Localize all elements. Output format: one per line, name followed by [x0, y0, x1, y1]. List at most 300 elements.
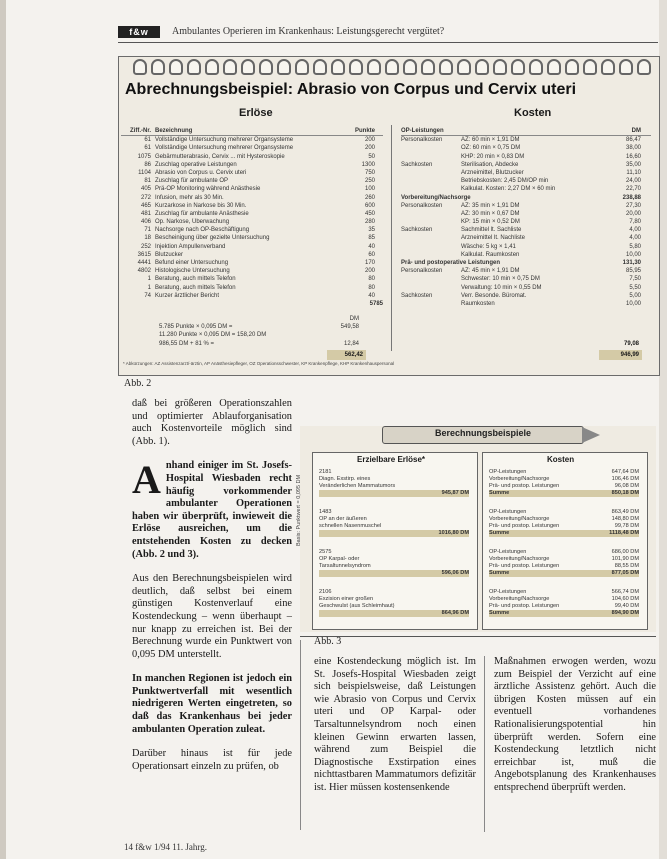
panel-heading: Erzielbare Erlöse* [357, 455, 426, 464]
pencil-tip-icon [582, 427, 600, 443]
table-cell [401, 234, 461, 242]
table-cell: 10,00 [625, 300, 641, 307]
table-cell: 18 [144, 235, 151, 242]
text-column-middle: eine Kostendeckung möglich ist. Im St. Josefs-Hospital Wiesbaden zeigt sich beispielsweise, daß Leistungen wie Abrasio von Corpus und Cervix uteri und OP Karpal- oder Tarsaltunnelsyndrom noch einen kleinen Gewinn erwarten lassen, während zum Beispiel die Diagnostische Exstirpation eines nichttastbaren Mammatumors defizitär ist. Hier müssen kostensenkende [314, 656, 476, 793]
erloese-heading: Erlöse [239, 107, 273, 119]
table-cell [401, 300, 461, 308]
erloese-body [121, 136, 383, 300]
kosten-table [401, 127, 651, 308]
pencil-banner [382, 426, 584, 444]
table-cell: 5,80 [629, 243, 641, 250]
table-cell: 35 [368, 227, 375, 234]
figure-footnote: * Abkürzungen: AZ Assistenzarzt/-ärztin, AP Anästhesiepfleger, OZ Operationsschwester, KP Krankenpflege, KHP Krankenhauspersonal [123, 361, 395, 366]
kosten-heading: Kosten [514, 107, 552, 119]
erloese-row [121, 136, 383, 144]
table-cell [401, 243, 461, 251]
drop-cap: A [132, 457, 161, 503]
sum-label: Summe [489, 570, 510, 576]
dm-label: DM [349, 316, 359, 322]
table-cell: Kalkulat. Kosten: 2,27 DM × 60 min [461, 186, 556, 193]
spiral-ring [385, 59, 399, 75]
total-points: 5785 [369, 300, 383, 307]
table-cell: Wäsche: 5 kg × 1,41 [461, 243, 516, 250]
header-cell: Bezeichnung [155, 128, 193, 134]
kosten-row [401, 251, 651, 259]
table-cell: 600 [364, 202, 375, 209]
kosten-row [401, 284, 651, 292]
block-line: Diagn. Exstirp. eines [319, 476, 371, 482]
erloese-block [319, 589, 469, 617]
cost-item: Prä- und postop. Leistungen [489, 523, 560, 529]
kosten-row [401, 267, 651, 275]
spiral-ring [511, 59, 525, 75]
erloese-row [121, 177, 383, 185]
table-cell: Sachkosten [401, 227, 433, 234]
figure-rule [300, 636, 656, 637]
cost-item: OP-Leistungen [489, 549, 527, 555]
table-cell: Verr. Besonde. Büromat. [461, 292, 527, 299]
page-binding-shadow [0, 0, 6, 859]
block-total: 945,87 DM [441, 490, 469, 496]
block-line: Geschwulst (aus Schleimhaut) [319, 603, 395, 609]
table-cell: 4802 [137, 268, 151, 275]
table-cell: 1 [147, 276, 151, 283]
header-cell: OP-Leistungen [401, 128, 444, 134]
block-line: Tarsaltunnelsyndrom [319, 563, 371, 569]
paragraph: daß bei größeren Operationszahlen und optimierter Ablauforganisation auch Kostenvorteile möglich sind (Abb. 1). [132, 398, 292, 447]
table-cell: Vollständige Untersuchung mehrerer Organsysteme [155, 145, 294, 152]
erloese-row [121, 153, 383, 161]
table-cell: 85,95 [625, 268, 641, 275]
table-cell: 85 [368, 235, 375, 242]
table-cell: 465 [140, 202, 151, 209]
erloese-row [121, 185, 383, 193]
kosten-row [401, 202, 651, 210]
erloese-row [121, 267, 383, 275]
spiral-ring [151, 59, 165, 75]
notebook-spiral [133, 59, 653, 75]
table-cell: 260 [364, 194, 375, 201]
cost-value: 96,08 DM [614, 483, 639, 489]
kosten-body [401, 136, 651, 308]
table-cell: Sachkosten [401, 161, 433, 168]
table-cell: 80 [368, 284, 375, 291]
table-cell: KHP: 20 min × 0,83 DM [461, 153, 525, 160]
cost-item: Vorbereitung/Nachsorge [489, 556, 550, 562]
table-cell: 60 [368, 251, 375, 258]
billing-example-figure [118, 56, 660, 376]
cost-item: Vorbereitung/Nachsorge [489, 476, 550, 482]
kosten-block [489, 589, 639, 617]
cost-value: 686,00 DM [611, 549, 639, 555]
table-cell: Prä-OP Monitoring während Anästhesie [155, 186, 261, 193]
cost-value: 101,90 DM [611, 556, 639, 562]
spiral-ring [601, 59, 615, 75]
table-cell: Arzneimittel lt. Nachliste [461, 235, 526, 242]
lead-paragraph [132, 457, 292, 561]
table-cell: 20,00 [625, 210, 641, 217]
spiral-ring [619, 59, 633, 75]
kosten-row [401, 218, 651, 226]
kosten-row [401, 275, 651, 283]
erloese-row [121, 275, 383, 283]
table-cell: Personalkosten [401, 202, 443, 209]
table-cell: KP: 15 min × 0,52 DM [461, 219, 520, 226]
table-cell: 4441 [137, 260, 151, 266]
spiral-ring [367, 59, 381, 75]
block-line: 1483 [319, 509, 332, 515]
cost-value: 863,49 DM [611, 509, 639, 515]
table-cell: 280 [364, 219, 375, 226]
kosten-row [401, 161, 651, 169]
cost-item: Prä- und postop. Leistungen [489, 563, 560, 569]
cost-value: 99,78 DM [614, 523, 639, 529]
kosten-row [401, 259, 651, 267]
table-cell: 750 [364, 169, 375, 176]
erloese-row [121, 161, 383, 169]
table-cell: AZ: 45 min × 1,91 DM [461, 268, 520, 275]
table-cell [401, 218, 461, 226]
figure-title: Abrechnungsbeispiel: Abrasio von Corpus und Cervix uteri [125, 81, 577, 98]
table-cell [401, 210, 461, 218]
spiral-ring [421, 59, 435, 75]
erloese-row [121, 234, 383, 242]
table-cell: AZ: 30 min × 0,67 DM [461, 210, 520, 217]
erloese-block [319, 509, 469, 537]
table-cell: 5,00 [629, 292, 641, 299]
column-divider [391, 125, 392, 351]
table-cell: 131,30 [622, 260, 641, 266]
cost-value: 647,64 DM [611, 469, 639, 475]
kosten-row [401, 177, 651, 185]
table-cell: 405 [140, 186, 151, 193]
spiral-ring [637, 59, 651, 75]
cost-item: Prä- und postop. Leistungen [489, 603, 560, 609]
erloese-row [121, 194, 383, 202]
table-cell: 100 [364, 186, 375, 193]
table-cell: 250 [364, 178, 375, 185]
table-cell: Personalkosten [401, 137, 443, 144]
page-footer: 14 f&w 1/94 11. Jahrg. [124, 842, 207, 852]
erloese-header-row [121, 127, 383, 136]
kosten-row [401, 153, 651, 161]
paragraph-bold: In manchen Regionen ist jedoch ein Punktwertverfall mit wesentlich niedrigeren Werten eingetreten, so daß das Krankenhaus bei jeder ambulanten Operation zuleat. [132, 673, 292, 735]
table-cell: 71 [144, 227, 151, 234]
block-line: 2181 [319, 469, 332, 475]
table-cell: Histologische Untersuchung [155, 268, 230, 275]
running-title: Ambulantes Operieren im Krankenhaus: Leistungsgerecht vergütet? [172, 26, 445, 37]
spiral-ring [133, 59, 147, 75]
block-line: schnellen Nasenmuschel [319, 523, 382, 529]
sum-value: 850,18 DM [611, 490, 639, 496]
kosten-total: 946,99 [599, 350, 642, 360]
spiral-ring [241, 59, 255, 75]
erloese-row [121, 210, 383, 218]
table-cell: 3615 [137, 251, 151, 258]
kosten-row [401, 234, 651, 242]
erloese-row [121, 218, 383, 226]
side-label: Basis: Punktwert = 0,095 DM [296, 474, 302, 546]
table-cell: Verwaltung: 10 min × 0,55 DM [461, 284, 542, 291]
table-cell: 35,00 [625, 161, 641, 168]
table-cell: 61 [144, 137, 151, 144]
table-cell: 80 [368, 276, 375, 283]
header-cell [461, 127, 601, 135]
header-cell: Punkte [354, 128, 375, 134]
calc-row [159, 331, 359, 339]
spiral-ring [295, 59, 309, 75]
table-cell: Betriebskosten: 2,45 DM/OP min [461, 178, 549, 185]
table-cell: Blutzucker [155, 251, 184, 258]
table-cell [401, 284, 461, 292]
calc-text: 11.280 Punkte × 0,095 DM = 158,20 DM [159, 332, 267, 339]
table-cell: Zuschlag für ambulante OP [155, 178, 229, 185]
cost-value: 104,60 DM [611, 596, 639, 602]
kosten-row [401, 226, 651, 234]
table-cell: Injektion Ampullenverband [155, 243, 226, 250]
erloese-calc [159, 315, 359, 348]
table-cell: Abrasio von Corpus u. Cervix uteri [155, 169, 247, 176]
table-cell: Arzneimittel, Blutzucker [461, 169, 524, 176]
figure-caption-3: Abb. 3 [314, 636, 342, 647]
spiral-ring [439, 59, 453, 75]
table-cell: 1075 [137, 153, 151, 160]
table-cell: 40 [368, 243, 375, 250]
table-cell: 406 [140, 219, 151, 226]
table-cell: Sachmittel lt. Sachliste [461, 227, 522, 234]
kosten-block [489, 469, 639, 497]
table-cell: 200 [364, 145, 375, 152]
text-column-right: Maßnahmen erwogen werden, wozu zum Beispiel der Verzicht auf eine ärztliche Assistenz gehört. Auch die übrigen Kosten müssen auf ein eventuell vorhandenes Rationalisierungspotential hin überprüft werden. Sofern eine Kostendeckung letztlich nicht erreichbar ist, muß die Angebotsplanung des Krankenhauses entsprechend überprüft werden. [494, 656, 656, 793]
table-cell: 7,50 [629, 276, 641, 283]
column-rule [300, 640, 301, 830]
table-cell: Nachsorge nach OP-Beschäftigung [155, 227, 250, 234]
table-cell: Sterilisation, Abdecke [461, 161, 519, 168]
table-cell: 7,80 [629, 219, 641, 226]
header-cell: DM [631, 128, 641, 134]
table-cell: 74 [144, 292, 151, 299]
text-column-left [132, 398, 292, 785]
table-cell: Sachkosten [401, 292, 433, 299]
block-total: 864,96 DM [441, 610, 469, 616]
spiral-ring [223, 59, 237, 75]
spiral-ring [331, 59, 345, 75]
table-cell: Kurzarkose in Narkose bis 30 Min. [155, 202, 247, 209]
page-header [118, 26, 658, 40]
banner-label: Berechnungsbeispiele [434, 428, 532, 438]
spiral-ring [259, 59, 273, 75]
calculation-examples-figure [296, 426, 656, 632]
header-cell: Ziff.-Nr. [130, 128, 151, 134]
erloese-panel [312, 452, 478, 630]
block-line: Exzision einer großen [319, 596, 374, 602]
erloese-row [121, 144, 383, 152]
erloese-table [121, 127, 383, 308]
sum-value: 1118,48 DM [609, 530, 639, 536]
table-cell: 50 [368, 153, 375, 160]
table-cell: Schwester: 10 min × 0,75 DM [461, 276, 540, 283]
block-line: 2575 [319, 549, 332, 555]
table-cell: 11,10 [626, 169, 641, 176]
panel-heading: Kosten [547, 455, 575, 464]
table-cell [401, 177, 461, 185]
table-cell: 5,50 [629, 284, 641, 291]
kosten-row [401, 144, 651, 152]
erloese-block [319, 549, 469, 577]
table-cell: 1 [147, 284, 151, 291]
spiral-ring [349, 59, 363, 75]
erloese-row [121, 243, 383, 251]
kosten-row [401, 169, 651, 177]
table-cell: AZ: 35 min × 1,91 DM [461, 202, 520, 209]
table-cell: 10,00 [625, 251, 641, 258]
kosten-subtotal: 79,08 [623, 341, 639, 347]
kosten-row [401, 136, 651, 144]
paragraph: Aus den Berechnungsbeispielen wird deutlich, daß selbst bei einem günstigen Kostenverlauf eine Kostendeckung – wenn überhaupt – nur knapp zu erreichen ist. Bei der Berechnung wurde ein Punktwert von 0,095 DM unterstellt. [132, 573, 292, 660]
spiral-ring [169, 59, 183, 75]
table-cell: 238,88 [622, 194, 641, 201]
block-total: 1016,80 DM [438, 530, 469, 536]
table-cell: Prä- und postoperative Leistungen [401, 260, 501, 266]
table-cell: Gebärmutterabrasio, Cervix ... mit Hysteroskopie [155, 153, 285, 160]
sum-label: Summe [489, 530, 510, 536]
spiral-ring [475, 59, 489, 75]
table-cell: Zuschlag operative Leistungen [155, 161, 237, 168]
kosten-block [489, 509, 639, 537]
table-cell: Zuschlag für ambulante Anästhesie [155, 210, 249, 217]
erloese-total-row [121, 300, 383, 308]
table-cell: 16,60 [625, 153, 641, 160]
kosten-header-row [401, 127, 651, 136]
table-cell: 200 [364, 137, 375, 144]
erloese-row [121, 202, 383, 210]
kosten-row [401, 300, 651, 308]
kosten-row [401, 185, 651, 193]
table-cell: 86 [144, 161, 151, 168]
table-cell: Kalkulat. Raumkosten [461, 251, 520, 258]
table-cell: 200 [364, 268, 375, 275]
calc-row [159, 323, 359, 331]
cost-item: Vorbereitung/Nachsorge [489, 516, 550, 522]
kosten-row [401, 210, 651, 218]
spiral-ring [583, 59, 597, 75]
table-cell: 40 [368, 292, 375, 299]
cost-value: 99,40 DM [614, 603, 639, 609]
erloese-row [121, 259, 383, 267]
cost-item: OP-Leistungen [489, 469, 527, 475]
table-cell: 170 [364, 260, 375, 266]
erloese-row [121, 226, 383, 234]
kosten-block [489, 549, 639, 577]
kosten-row [401, 194, 651, 202]
calc-row [159, 340, 359, 348]
kosten-panel [482, 452, 648, 630]
table-cell: 1104 [138, 169, 151, 176]
spiral-ring [529, 59, 543, 75]
table-cell: 61 [144, 145, 151, 152]
lead-text: nhand einiger im St. Josefs-Hospital Wiesbaden recht häufig vorkommender ambulanter Operationen haben wir überprüft, inwieweit die Erlöse ausreichen, um die entstehenden Kosten zu decken (Abb. 2 und 3). [132, 460, 292, 560]
paragraph: Darüber hinaus ist für jede Operationsart einzeln zu prüfen, ob [132, 748, 292, 772]
header-rule [118, 42, 658, 43]
table-cell: Kurzer ärztlicher Bericht [155, 292, 220, 299]
table-cell [401, 185, 461, 193]
table-cell: Personalkosten [401, 268, 443, 275]
table-cell: 24,00 [625, 178, 641, 185]
spiral-ring [277, 59, 291, 75]
spiral-ring [493, 59, 507, 75]
sum-value: 894,90 DM [611, 610, 639, 616]
spiral-ring [547, 59, 561, 75]
table-cell: 81 [144, 178, 151, 185]
block-line: 2106 [319, 589, 332, 595]
table-cell: Befund einer Untersuchung [155, 260, 229, 266]
spiral-ring [313, 59, 327, 75]
sum-label: Summe [489, 490, 510, 496]
calc-text: 986,55 DM + 81 % = [159, 340, 215, 347]
table-cell: Beratung, auch mittels Telefon [155, 276, 236, 283]
cost-value: 148,80 DM [611, 516, 639, 522]
spiral-ring [457, 59, 471, 75]
table-cell: 86,47 [625, 137, 641, 144]
cost-value: 106,46 DM [611, 476, 639, 482]
calc-value: 12,84 [343, 340, 359, 347]
table-cell: Beratung, auch mittels Telefon [155, 284, 236, 291]
table-cell: 4,00 [629, 227, 641, 234]
table-cell: OZ: 60 min × 0,75 DM [461, 145, 521, 152]
figure-caption-2: Abb. 2 [124, 378, 152, 389]
erloese-block [319, 469, 469, 497]
table-cell: Bescheinigung über gezielte Untersuchung [155, 235, 270, 242]
kosten-row [401, 292, 651, 300]
spiral-ring [403, 59, 417, 75]
cost-item: OP-Leistungen [489, 509, 527, 515]
spiral-ring [205, 59, 219, 75]
erloese-row [121, 169, 383, 177]
dm-label-row [159, 315, 359, 323]
table-cell: 1300 [361, 161, 375, 168]
table-cell [401, 169, 461, 177]
table-cell: 272 [140, 194, 151, 201]
table-cell: Infusion, mehr als 30 Min. [155, 194, 224, 201]
table-cell: Op. Narkose, Überwachung [155, 219, 230, 226]
table-cell: 481 [140, 210, 151, 217]
kosten-row [401, 243, 651, 251]
table-cell: AZ: 60 min × 1,91 DM [461, 137, 520, 144]
block-line: Veränderlichen Mammatumors [319, 483, 396, 489]
cost-item: Prä- und postop. Leistungen [489, 483, 560, 489]
table-cell: Raumkosten [461, 300, 495, 307]
table-cell: 252 [140, 243, 151, 250]
cost-value: 88,55 DM [614, 563, 639, 569]
cost-item: OP-Leistungen [489, 589, 527, 595]
sum-label: Summe [489, 610, 510, 616]
sum-value: 877,05 DM [611, 570, 639, 576]
spiral-ring [187, 59, 201, 75]
page-edge-shadow [659, 0, 667, 859]
table-cell [401, 144, 461, 152]
erloese-row [121, 251, 383, 259]
calc-value: 549,58 [340, 324, 359, 331]
cost-item: Vorbereitung/Nachsorge [489, 596, 550, 602]
calc-text: 5.785 Punkte × 0,095 DM = [159, 324, 233, 331]
table-cell: 450 [364, 210, 375, 217]
spiral-ring [565, 59, 579, 75]
table-cell [401, 251, 461, 259]
block-total: 596,06 DM [441, 570, 469, 576]
table-cell [401, 153, 461, 161]
column-rule [484, 656, 485, 832]
table-cell: 27,30 [625, 202, 641, 209]
